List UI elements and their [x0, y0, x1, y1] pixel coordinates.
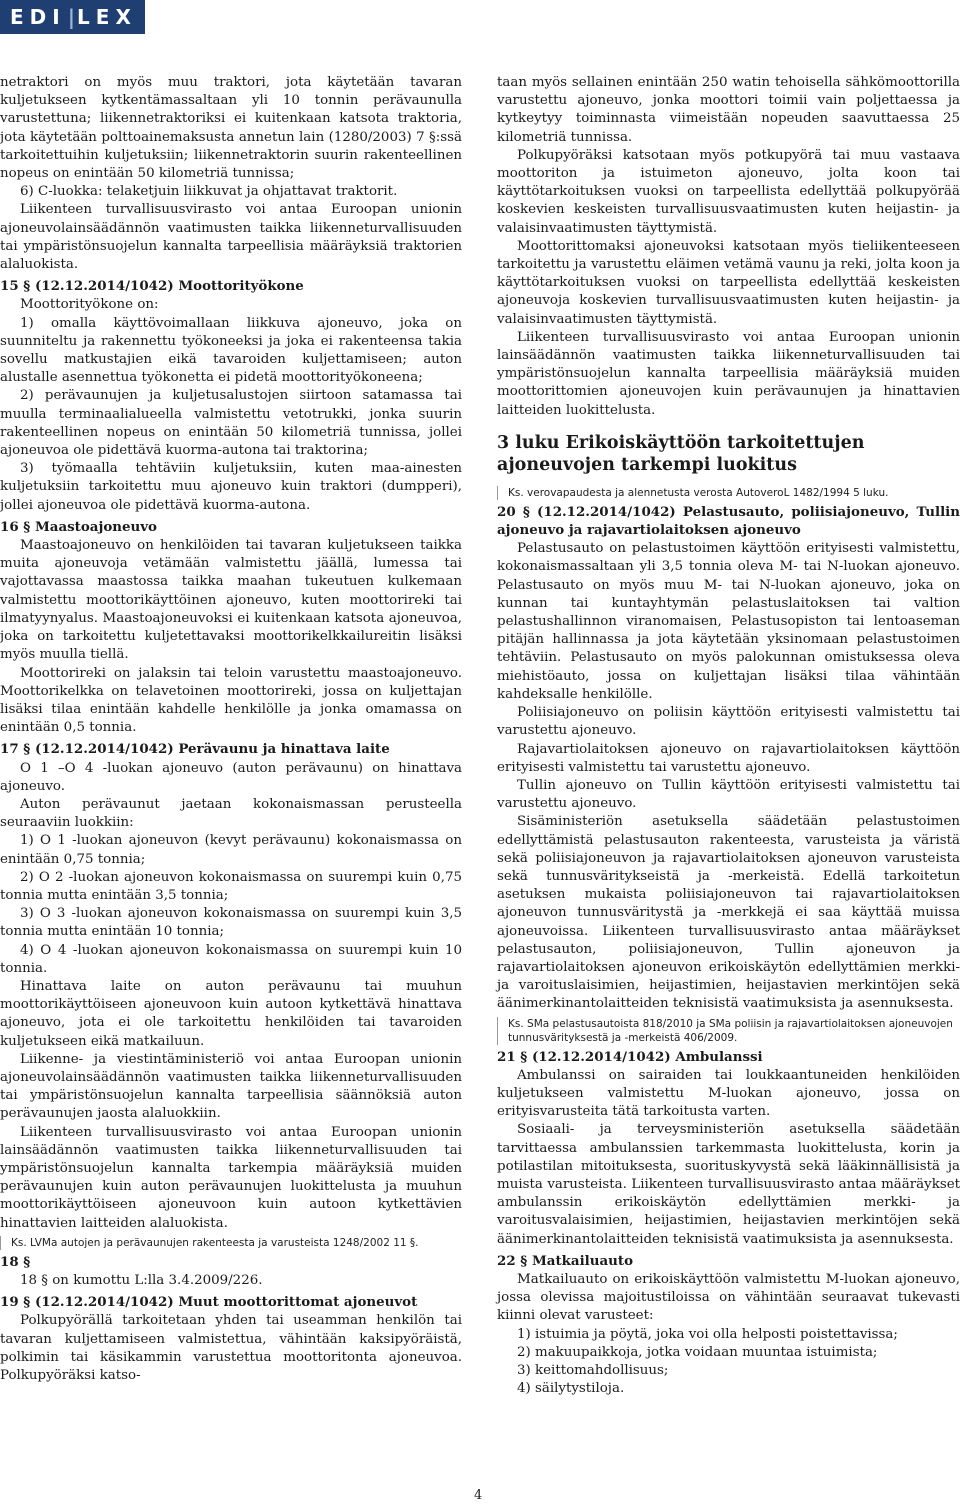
paragraph: Matkailuauto on erikoiskäyttöön valmistettu M-luokan ajoneuvo, jossa olevissa majoitustiloissa on vähintään seuraavat tukevasti kiinni olevat varusteet: — [497, 1271, 960, 1324]
logo-part-2: LEX — [77, 5, 137, 29]
paragraph: 1) omalla käyttövoimallaan liikkuva ajoneuvo, joka on suunniteltu ja rakennettu työkoneeksi ja joka ei rakenteensa takia sovellu matkustajien eikä tavaroiden kuljettamiseen; auton alustalle asennettua työkonetta ei pidetä moottorityökoneena; — [0, 315, 462, 386]
logo-part-1: EDI — [10, 5, 66, 29]
paragraph: Hinattava laite on auton perävaunu tai muuhun moottorikäyttöiseen ajoneuvoon kuin autoon kytkettävä hinattava ajoneuvo, jota ei ole tarkoitettu henkilöiden tai tavaroiden kuljetukseen eikä matkailuun. — [0, 978, 462, 1049]
paragraph: 4) säilytystiloja. — [517, 1381, 625, 1397]
paragraph: 2) perävaunujen ja kuljetusalustojen siirtoon satamassa tai muulla terminaalialueella valmistettu vetotrukki, jonka suurin rakenteellinen nopeus on enintään 50 kilometriä tunnissa, jollei ajoneuvoa ole pidettävä kuorma-autona tai traktorina; — [0, 388, 462, 459]
paragraph: Moottorireki on jalaksin tai teloin varustettu maastoajoneuvo. Moottorikelkka on telavetoinen moottorireki, jossa on kuljettajan lisäksi tilaa enintään kahdelle henkilölle ja jonka omamassa on enintään 0,5 tonnia. — [0, 665, 462, 736]
section-heading: 18 § — [0, 1253, 31, 1270]
section-heading: 16 § Maastoajoneuvo — [0, 518, 157, 535]
paragraph: 1) istuimia ja pöytä, joka voi olla helposti poistettavissa; — [517, 1326, 898, 1342]
paragraph: 3) keittomahdollisuus; — [517, 1363, 669, 1378]
paragraph: Liikenne- ja viestintäministeriö voi antaa Euroopan unionin ajoneuvolainsäädännön vaatimusten taikka liikenneturvallisuuden tai ympäristönsuojelun kannalta tarpeellisia säännöksiä auton perävaunujen jaosta alaluokkiin. — [0, 1051, 462, 1122]
paragraph: Liikenteen turvallisuusvirasto voi antaa Euroopan unionin lainsäädännön vaatimusten taikka liikenneturvallisuuden tai ympäristönsuojelun kannalta tarpeellisia määräyksiä muiden moottorittomien ajoneuvojen kuin perävaunujen ja hinattavien laitteiden luokittelusta. — [497, 329, 960, 418]
paragraph: netraktori on myös muu traktori, jota käytetään tavaran kuljetukseen kytkentämassaltaan yli 10 tonnin perävaunulla varustettuna; liikennetraktoriksi ei kuitenkaan katsota traktoria, jota käytetään polttoainemaksusta annetun lain (1280/2003) 7 §:ssä tarkoitettuihin kuljetuksiin; liikennetraktorin suurin rakenteellinen nopeus on enintään 50 kilometriä tunnissa; — [0, 75, 462, 182]
paragraph: Sosiaali- ja terveysministeriön asetuksella säädetään tarvittaessa ambulanssien tarkemmasta luokittelusta, korin ja potilastilan mitoituksesta, suorituskyvystä sekä lääkinnällisistä ja muista varusteista. Liikenteen turvallisuusvirasto antaa määräykset ambulanssin erikoiskäytön edellyttämien merkki- ja varoitusvalaisimien, heijastimien, heijastavien merkintöjen sekä äänimerkinantolaitteiden teknisistä vaatimuksista ja asennuksesta. — [497, 1122, 960, 1247]
left-column — [0, 74, 462, 1385]
paragraph: 18 § on kumottu L:lla 3.4.2009/226. — [20, 1273, 263, 1288]
reference-note: Ks. verovapaudesta ja alennetusta verosta AutoveroL 1482/1994 5 luku. — [497, 486, 960, 500]
paragraph: Liikenteen turvallisuusvirasto voi antaa Euroopan unionin lainsäädännön vaatimusten taikka liikenneturvallisuuden tai ympäristönsuojelun kannalta tarkempia määräyksiä muiden perävaunujen kuin auton perävaunujen luokittelusta ja muuhun moottorikäyttöiseen ajoneuvoon kuin autoon kytkettävien hinattavien laitteiden alaluokista. — [0, 1124, 462, 1231]
paragraph: Maastoajoneuvo on henkilöiden tai tavaran kuljetukseen taikka muita ajoneuvoja vetämään valmistettu jäällä, lumessa tai vajottavassa maastossa taikka maahan tukeutuen kulkemaan valmistettu moottorikäyttöinen ajoneuvo, kuten moottorireki tai ilmatyynyalus. Maastoajoneuvoksi ei kuitenkaan katsota ajoneuvoa, joka on tarkoitettu kuljetettavaksi moottorikelkkailureitin lisäksi myös muulla tiellä. — [0, 538, 462, 663]
paragraph: 1) O 1 -luokan ajoneuvon (kevyt perävaunu) kokonaismassa on enintään 0,75 tonnia; — [0, 833, 462, 867]
paragraph: Liikenteen turvallisuusvirasto voi antaa Euroopan unionin ajoneuvolainsäädännön vaatimusten taikka liikenneturvallisuuden tai ympäristönsuojelun kannalta tarpeellisia määräyksiä traktorien alaluokista. — [0, 202, 462, 273]
paragraph: Moottorittomaksi ajoneuvoksi katsotaan myös tieliikenteeseen tarkoitettu ja varustettu eläimen vetämä vaunu ja reki, jolta koon ja käyttötarkoituksen vuoksi on tarpeellista edellyttää keskeisten ajoneuvoja koskevien turvallisuusvaatimusten kuten heijastin- ja valaisinvaatimusten täyttymistä. — [497, 238, 960, 327]
paragraph: 2) makuupaikkoja, jotka voidaan muuntaa istuimista; — [517, 1344, 878, 1360]
section-heading: 21 § (12.12.2014/1042) Ambulanssi — [497, 1048, 763, 1065]
paragraph: Rajavartiolaitoksen ajoneuvo on rajavartiolaitoksen käyttöön erityisesti valmistettu tai varustettu ajoneuvo. — [497, 741, 960, 775]
paragraph: Tullin ajoneuvo on Tullin käyttöön erityisesti valmistettu tai varustettu ajoneuvo. — [497, 777, 960, 812]
paragraph: Ambulanssi on sairaiden tai loukkaantuneiden henkilöiden kuljetukseen valmistettu M-luokan ajoneuvo, jossa on erityisvarusteita tätä tarkoitusta varten. — [497, 1067, 960, 1120]
paragraph: 2) O 2 -luokan ajoneuvon kokonaismassa on suurempi kuin 0,75 tonnia mutta enintään 3,5 tonnia; — [0, 869, 462, 903]
edilex-logo[interactable]: EDI | LEX — [0, 0, 145, 34]
paragraph: 6) C-luokka: telaketjuin liikkuvat ja ohjattavat traktorit. — [20, 184, 398, 200]
paragraph: Sisäministeriön asetuksella säädetään pelastustoimen edellyttämistä pelastusauton rakenteesta, varusteista ja väristä sekä poliisiajoneuvon ja rajavartiolaitoksen ajoneuvon varusteista sekä tunnusväritykseistä ja -merkeistä. Edellä tarkoitetun asetuksen mukaista poliisiajoneuvon tai rajavartiolaitoksen ajoneuvon tunnusväritystä ja -merkkejä ei saa käyttää muissa ajoneuvoissa. Liikenteen turvallisuusvirasto antaa määräykset pelastusauton, poliisiajoneuvon, Tullin ajoneuvon ja rajavartiolaitoksen ajoneuvon erikoiskäytön edellyttämien merkki- ja varoituslaisimien, heijastimien, heijastavien merkintöjen sekä äänimerkinantolaitteiden teknisistä vaatimuksista ja asennuksesta. — [497, 814, 960, 1012]
paragraph: Polkupyörällä tarkoitetaan yhden tai useamman henkilön tai tavaran kuljettamiseen valmistettua, vähintään kaksipyöräistä, polkimin tai käsikammin varustettua moottoritonta ajoneuvoa. Polkupyöräksi katso- — [0, 1313, 462, 1384]
paragraph: Poliisiajoneuvo on poliisin käyttöön erityisesti valmistettu tai varustettu ajoneuvo. — [497, 705, 960, 739]
section-heading: 17 § (12.12.2014/1042) Perävaunu ja hinattava laite — [0, 741, 390, 758]
reference-note: Ks. SMa pelastusautoista 818/2010 ja SMa poliisin ja rajavartiolaitoksen ajoneuvojen tunnusvärityksestä ja -merkeistä 406/2009. — [497, 1017, 960, 1045]
chapter-heading: 3 luku Erikoiskäyttöön tarkoitettujen ajoneuvojen tarkempi luokitus — [497, 432, 865, 475]
paragraph: 4) O 4 -luokan ajoneuvon kokonaismassa on suurempi kuin 10 tonnia. — [0, 942, 462, 976]
paragraph: taan myös sellainen enintään 250 watin tehoisella sähkömoottorilla varustettu ajoneuvo, jonka moottori toimii vain poljettaessa ja kytkeytyy toiminnasta viimeistään nopeuden saavuttaessa 25 kilometriä tunnissa. — [497, 75, 960, 145]
paragraph: Polkupyöräksi katsotaan myös potkupyörä tai muu vastaava moottoriton ja istuimeton ajoneuvo, jolta koon tai käyttötarkoituksen vuoksi on tarpeellista edellyttää polkupyörää koskevien keskeisten turvallisuusvaatimusten kuten heijastin- ja valaisinvaatimusten täyttymistä. — [497, 147, 960, 236]
section-heading: 19 § (12.12.2014/1042) Muut moottorittomat ajoneuvot — [0, 1294, 418, 1311]
paragraph: 3) työmaalla tehtäviin kuljetuksiin, kuten maa-ainesten kuljetuksiin tarkoitettu muu ajoneuvo kuin traktori (dumpperi), jollei ajoneuvoa ole pidettävä kuorma-autona. — [0, 461, 462, 513]
page-number: 4 — [474, 1488, 483, 1503]
section-heading: 22 § Matkailuauto — [497, 1252, 634, 1269]
reference-note: Ks. LVMa autojen ja perävaunujen rakenteesta ja varusteista 1248/2002 11 §. — [0, 1236, 462, 1250]
section-heading: 20 § (12.12.2014/1042) Pelastusauto, poliisiajoneuvo, Tullin ajoneuvo ja rajavartiolaitoksen ajoneuvo — [497, 503, 960, 539]
section-heading: 15 § (12.12.2014/1042) Moottorityökone — [0, 278, 304, 295]
paragraph: Moottorityökone on: — [20, 297, 159, 313]
paragraph: O 1 –O 4 -luokan ajoneuvo (auton perävaunu) on hinattava ajoneuvo. — [0, 760, 462, 794]
right-column — [497, 74, 960, 1398]
paragraph: Auton perävaunut jaetaan kokonaismassan perusteella seuraaviin luokkiin: — [0, 796, 462, 831]
paragraph: Pelastusauto on pelastustoimen käyttöön erityisesti valmistettu, kokonaismassaltaan yli 3,5 tonnia oleva M- tai N-luokan ajoneuvo. Pelastusauto on myös muu M- tai N-luokan ajoneuvo, joka on kunnan tai kuntayhtymän pelastuslaitoksen tai valtion pelastushallinnon viranomaisen, Pelastusopiston tai lentoaseman pitäjän hallinnassa ja jota käytetään yksinomaan pelastustoimen tehtäviin. Pelastusauto on myös palokunnan omistuksessa oleva miehistöauto, jossa on kuljettajan lisäksi tilaa vähintään kahdeksalle henkilölle. — [497, 541, 960, 702]
paragraph: 3) O 3 -luokan ajoneuvon kokonaismassa on suurempi kuin 3,5 tonnia mutta enintään 10 tonnia; — [0, 906, 462, 940]
